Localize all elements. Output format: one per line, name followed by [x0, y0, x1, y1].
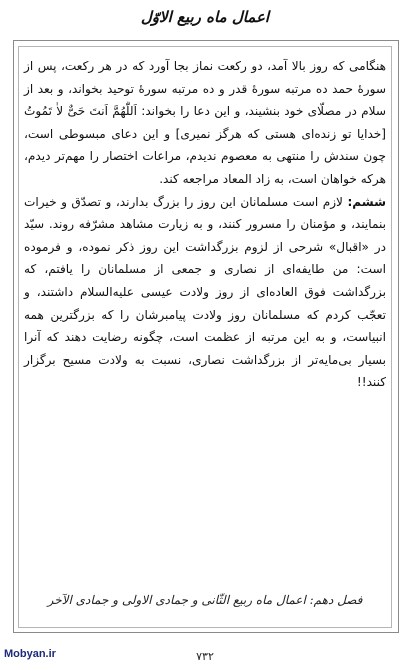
- main-text: [24, 55, 386, 394]
- page-number: ۷۳۲: [196, 650, 214, 663]
- paragraph-first: هنگامی که روز بالا آمد، دو رکعت نماز بجا آورد که در هر رکعت، پس از سورهٔ حمد ده مرتبه سورهٔ قدر و ده مرتبه سورهٔ توحید بخواند، و بعد از سلام در مصلّای خود بنشیند، و این دعا را بخواند: اَللّٰهُمَّ اَنتَ حَیٌّ لاٰ تَمُوتُ [خدایا تو زنده‌ای هستی که هرگز نمیری] و این دعای مبسوطی است، چون سندش را منتهی به معصوم ندیدم، مراعات اختصار را مهم‌تر دیدم، هرکه خواهان است، به زاد المعاد مراجعه کند.: [24, 59, 386, 186]
- chapter-footer-note: فصل دهم: اعمال ماه ربیع الثّانی و جمادی الاولی و جمادی الآخر: [47, 593, 363, 607]
- paragraph-sixth-text: لازم است مسلمانان این روز را بزرگ بدارند، و تصدّق و خیرات بنمایند، و مؤمنان را مسرور کنند، و به زیارت مشاهد مشرّفه روند. سیّد در «اقبال» شرحی از لزوم بزرگداشت این روز ذکر نموده، و فرموده است: من طایفه‌ای از نصاری و جمعی از مسلمانان را یافتم، که بزرگداشت فوق العاده‌ای از روز ولادت عیسی عليه‌السلام داشتند، و تعجّب کردم که مسلمانان روز ولادت پیامبرشان را که بزرگترین همه انبیاست، و به این مرتبه از عظمت است، چگونه رضایت دهند که آنرا بسیار بی‌مایه‌تر از بزرگداشت نصاری، نسبت به ولادت مسیح برگزار کنند!!: [24, 194, 386, 390]
- section-label: ششم:: [347, 194, 386, 209]
- page-title: اعمال ماه ربیع الاوّل: [140, 8, 270, 26]
- site-watermark: Mobyan.ir: [4, 648, 56, 660]
- paragraph-sixth: [24, 191, 386, 394]
